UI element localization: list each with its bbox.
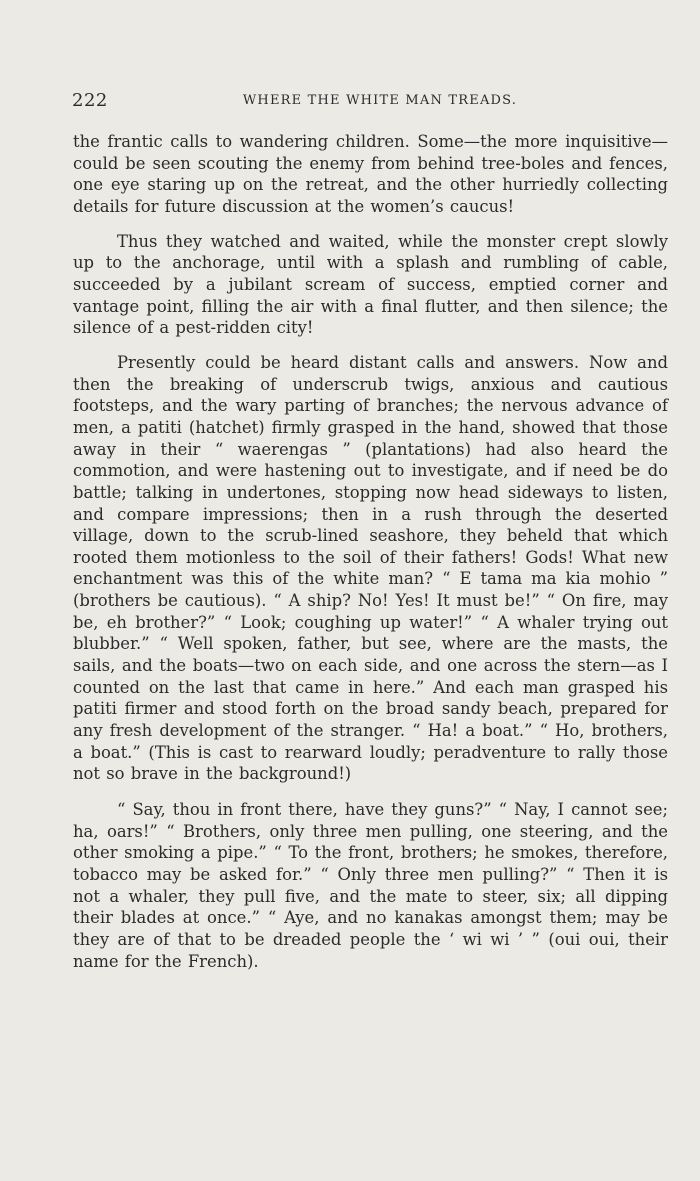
paragraph: Thus they watched and waited, while the monster crept slowly up to the anchorage, until with a splash and rumbling of cable, succeeded by a jubilant scream of success, emptied corner and vantage point, filling the air with a final flutter, and then silence; the silence of a pest-ridden city! <box>73 231 668 338</box>
page-number: 222 <box>72 90 108 111</box>
paragraph: “ Say, thou in front there, have they guns?” “ Nay, I cannot see; ha, oars!” “ Brothers, only three men pulling, one steering, and the other smoking a pipe.” “ To the front, brothers; he smokes, therefore, tobacco may be asked for.” “ Only three men pulling?” “ Then it is not a whaler, they pull five, and the mate to steer, six; all dipping their blades at once.” “ Aye, and no kanakas amongst them; may be they are of that to be dreaded people the ‘ wi wi ’ ” (oui oui, their name for the French). <box>73 800 668 971</box>
running-title: WHERE THE WHITE MAN TREADS. <box>242 93 518 108</box>
body-text <box>73 131 668 972</box>
page-header <box>72 90 668 114</box>
paragraph-continuation: the frantic calls to wandering children. Some—the more inquisitive—could be seen scouting the enemy from behind tree-boles and fences, one eye staring up on the retreat, and the other hurriedly collecting details for future discussion at the women’s caucus! <box>73 132 668 216</box>
paragraph: Presently could be heard distant calls and answers. Now and then the breaking of underscrub twigs, anxious and cautious footsteps, and the wary parting of branches; the nervous advance of men, a patiti (hatchet) firmly grasped in the hand, showed that those away in their “ waerengas ” (plantations) had also heard the commotion, and were hastening out to investigate, and if need be do battle; talking in undertones, stopping now head sideways to listen, and compare impressions; then in a rush through the deserted village, down to the scrub-lined seashore, they beheld that which rooted them motionless to the soil of their fathers! Gods! What new enchantment was this of the white man? “ E tama ma kia mohio ” (brothers be cautious). “ A ship? No! Yes! It must be!” “ On fire, may be, eh brother?” “ Look; coughing up water!” “ A whaler trying out blubber.” “ Well spoken, father, but see, where are the masts, the sails, and the boats—two on each side, and one across the stern—as I counted on the last that came in here.” And each man grasped his patiti firmer and stood forth on the broad sandy beach, prepared for any fresh development of the stranger. “ Ha! a boat.” “ Ho, brothers, a boat.” (This is cast to rearward loudly; peradventure to rally those not so brave in the background!) <box>73 352 668 784</box>
